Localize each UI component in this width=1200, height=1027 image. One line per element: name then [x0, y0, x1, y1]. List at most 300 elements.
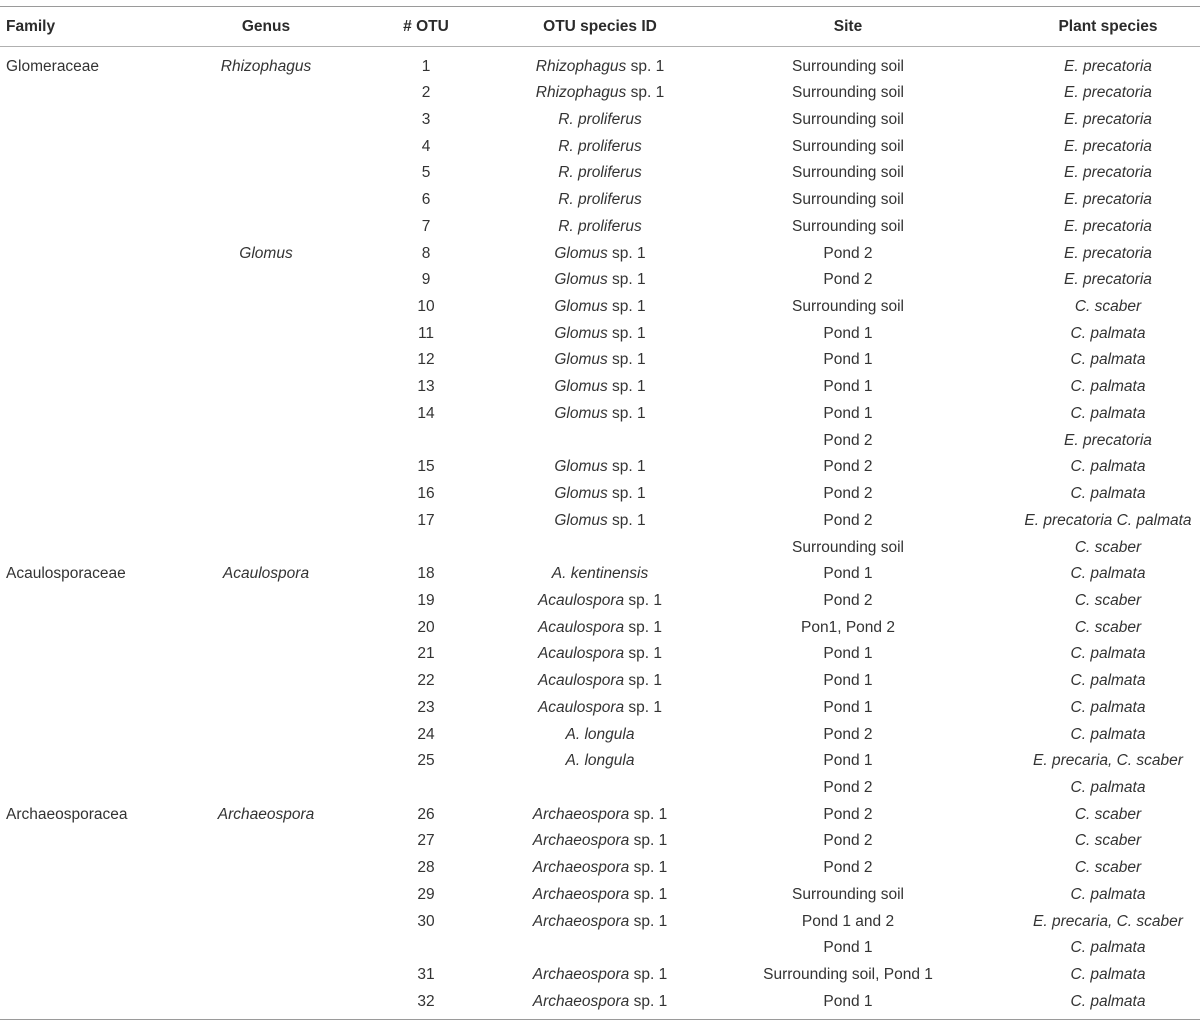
cell-genus — [188, 428, 344, 454]
species-qualifier: sp. 1 — [607, 324, 646, 342]
species-name-italic: R. proliferus — [558, 217, 642, 235]
cell-genus — [188, 107, 344, 133]
cell-otu-species-id — [500, 80, 700, 106]
table-header-row — [0, 7, 1200, 46]
header-genus: Genus — [241, 17, 291, 35]
cell-plant-species — [1006, 428, 1200, 454]
cell-plant-species-text: C. palmata — [1070, 351, 1146, 369]
cell-family: Archaeosporacea — [6, 805, 128, 823]
cell-family — [6, 267, 206, 293]
cell-plant-species — [1006, 722, 1200, 748]
cell-site: Pond 2 — [823, 485, 873, 502]
cell-otu-species-id — [500, 401, 700, 427]
table-header-rule — [0, 46, 1200, 47]
species-qualifier: sp. 1 — [629, 992, 668, 1010]
cell-plant-species-text: C. palmata — [1070, 725, 1146, 743]
species-name-italic: Archaeospora — [532, 992, 630, 1010]
table-row — [0, 775, 1200, 801]
species-qualifier: sp. 1 — [624, 672, 663, 690]
cell-otu-species-id — [500, 294, 700, 320]
species-name-italic: Archaeospora — [532, 966, 630, 983]
species-name-italic: Acaulospora — [537, 645, 625, 663]
cell-genus — [188, 882, 344, 908]
species-name-italic: Glomus — [554, 485, 608, 502]
species-name-italic: Acaulospora — [537, 698, 625, 716]
species-name-italic: Archaeospora — [532, 832, 630, 850]
cell-site: Pond 1 — [823, 351, 873, 369]
cell-genus — [188, 241, 344, 267]
table-row — [0, 481, 1200, 507]
cell-genus — [188, 535, 344, 561]
table-row — [0, 615, 1200, 641]
cell-plant-species — [1006, 214, 1200, 240]
table-row — [0, 214, 1200, 240]
cell-plant-species-text: C. scaber — [1074, 618, 1142, 636]
cell-otu-species-id — [500, 134, 700, 160]
cell-plant-species-text: C. scaber — [1074, 538, 1142, 556]
cell-family — [6, 909, 206, 935]
cell-site: Surrounding soil — [791, 298, 904, 315]
header-otu: # OTU — [403, 17, 449, 35]
species-name-italic: R. proliferus — [558, 191, 642, 209]
cell-genus — [188, 454, 344, 480]
cell-otu-number: 15 — [417, 458, 435, 476]
species-name-italic: R. proliferus — [558, 110, 642, 128]
cell-site: Pond 2 — [823, 805, 873, 823]
cell-family — [6, 347, 206, 373]
table-row — [0, 722, 1200, 748]
species-name-italic: Archaeospora — [532, 805, 630, 823]
cell-otu-species-id — [500, 828, 700, 854]
cell-otu-number: 32 — [417, 992, 435, 1010]
cell-genus — [188, 321, 344, 347]
species-name-italic: Glomus — [554, 378, 608, 396]
cell-site: Pond 2 — [823, 859, 873, 877]
cell-plant-species — [1006, 508, 1200, 534]
cell-otu-species-id — [500, 695, 700, 721]
cell-plant-species — [1006, 588, 1200, 614]
cell-genus — [188, 828, 344, 854]
cell-plant-species-text: E. precatoria — [1064, 110, 1152, 128]
cell-otu-species-id — [500, 722, 700, 748]
cell-family — [6, 828, 206, 854]
cell-plant-species-text: E. precatoria — [1064, 271, 1152, 289]
cell-family — [6, 428, 206, 454]
cell-family — [6, 321, 206, 347]
cell-family — [6, 107, 206, 133]
cell-site: Pond 1 — [823, 672, 873, 690]
cell-site: Pond 2 — [823, 244, 873, 262]
species-qualifier: sp. 1 — [607, 511, 646, 529]
cell-site: Pond 1 — [823, 324, 873, 342]
cell-otu-species-id — [500, 882, 700, 908]
cell-plant-species — [1006, 481, 1200, 507]
cell-otu-species-id — [500, 775, 700, 801]
cell-genus — [188, 267, 344, 293]
cell-genus-text: Archaeospora — [217, 805, 315, 823]
table-row — [0, 267, 1200, 293]
cell-site: Pon1, Pond 2 — [801, 618, 895, 636]
cell-genus — [188, 80, 344, 106]
cell-otu-number: 28 — [417, 859, 435, 877]
cell-otu-species-id — [500, 241, 700, 267]
species-name-italic: Glomus — [554, 324, 608, 342]
cell-family — [6, 935, 206, 961]
table-row — [0, 187, 1200, 213]
species-qualifier: sp. 1 — [624, 698, 663, 716]
cell-otu-species-id — [500, 535, 700, 561]
cell-plant-species — [1006, 347, 1200, 373]
cell-otu-species-id — [500, 214, 700, 240]
table-row — [0, 989, 1200, 1015]
cell-genus — [188, 214, 344, 240]
cell-plant-species — [1006, 615, 1200, 641]
cell-otu-species-id — [500, 641, 700, 667]
cell-genus — [188, 588, 344, 614]
cell-otu-species-id — [500, 347, 700, 373]
cell-plant-species — [1006, 374, 1200, 400]
species-qualifier: sp. 1 — [626, 84, 665, 102]
species-name-italic: Acaulospora — [537, 591, 625, 609]
cell-plant-species — [1006, 935, 1200, 961]
table-row — [0, 535, 1200, 561]
cell-family — [6, 508, 206, 534]
species-qualifier: sp. 1 — [607, 298, 646, 315]
species-name-italic: R. proliferus — [558, 137, 642, 155]
cell-otu-species-id — [500, 668, 700, 694]
cell-otu-number: 19 — [417, 591, 435, 609]
table-row — [0, 695, 1200, 721]
species-qualifier: sp. 1 — [629, 805, 668, 823]
cell-otu-number: 9 — [421, 271, 431, 289]
table-row — [0, 54, 1200, 80]
cell-family — [6, 668, 206, 694]
cell-otu-species-id — [500, 989, 700, 1015]
cell-otu-species-id — [500, 321, 700, 347]
species-name-italic: Archaeospora — [532, 885, 630, 903]
cell-family — [6, 588, 206, 614]
cell-plant-species — [1006, 54, 1200, 80]
cell-genus — [188, 909, 344, 935]
cell-genus — [188, 935, 344, 961]
cell-plant-species — [1006, 134, 1200, 160]
table-row — [0, 935, 1200, 961]
cell-plant-species-text: C. palmata — [1070, 378, 1146, 396]
table-row — [0, 80, 1200, 106]
table-row — [0, 428, 1200, 454]
cell-otu-number: 25 — [417, 752, 435, 770]
cell-genus — [188, 748, 344, 774]
cell-site: Pond 2 — [823, 725, 873, 743]
table-row — [0, 855, 1200, 881]
table-row — [0, 347, 1200, 373]
species-name-italic: Glomus — [554, 404, 608, 422]
species-name-italic: Glomus — [554, 244, 608, 262]
cell-site: Pond 2 — [823, 271, 873, 289]
cell-genus — [188, 962, 344, 988]
cell-family: Acaulosporaceae — [6, 565, 126, 583]
cell-otu-species-id — [500, 909, 700, 935]
cell-genus — [188, 641, 344, 667]
cell-genus — [188, 374, 344, 400]
cell-plant-species — [1006, 80, 1200, 106]
cell-otu-number: 17 — [417, 511, 435, 529]
species-name-italic: Rhizophagus — [535, 84, 627, 102]
cell-genus-text: Rhizophagus — [220, 57, 312, 75]
cell-plant-species-text: C. palmata — [1070, 672, 1146, 690]
cell-site: Surrounding soil — [791, 885, 904, 903]
cell-site: Surrounding soil — [791, 191, 904, 209]
cell-genus — [188, 722, 344, 748]
cell-plant-species-text: C. palmata — [1070, 992, 1146, 1010]
cell-genus-text: Acaulospora — [222, 565, 310, 583]
table-row — [0, 828, 1200, 854]
cell-otu-species-id — [500, 508, 700, 534]
cell-otu-number: 21 — [417, 645, 435, 663]
table-row — [0, 454, 1200, 480]
cell-plant-species-text: C. scaber — [1074, 832, 1142, 850]
cell-family — [6, 214, 206, 240]
cell-site: Pond 1 — [823, 752, 873, 770]
species-name-italic: Glomus — [554, 298, 608, 315]
cell-otu-number: 29 — [417, 885, 435, 903]
cell-plant-species-text: C. palmata — [1070, 698, 1146, 716]
species-qualifier: sp. 1 — [629, 966, 668, 983]
species-qualifier: sp. 1 — [607, 404, 646, 422]
species-name-italic: Glomus — [554, 511, 608, 529]
cell-otu-number: 11 — [417, 324, 435, 342]
cell-family — [6, 722, 206, 748]
cell-otu-species-id — [500, 855, 700, 881]
cell-site: Surrounding soil — [791, 217, 904, 235]
species-name-italic: Glomus — [554, 271, 608, 289]
cell-site: Pond 1 — [823, 378, 873, 396]
cell-family — [6, 80, 206, 106]
cell-site: Pond 2 — [823, 431, 873, 449]
cell-family — [6, 374, 206, 400]
cell-plant-species — [1006, 909, 1200, 935]
cell-plant-species-text: C. palmata — [1070, 645, 1146, 663]
cell-plant-species — [1006, 401, 1200, 427]
cell-otu-number: 8 — [421, 244, 431, 262]
cell-plant-species-text: C. palmata — [1070, 565, 1146, 583]
cell-plant-species — [1006, 855, 1200, 881]
cell-plant-species-text: E. precatoria — [1064, 191, 1152, 209]
cell-otu-species-id — [500, 160, 700, 186]
cell-plant-species — [1006, 989, 1200, 1015]
cell-otu-species-id — [500, 615, 700, 641]
cell-otu-species-id — [500, 588, 700, 614]
cell-plant-species-text: E. precatoria — [1064, 217, 1152, 235]
cell-otu-species-id — [500, 962, 700, 988]
species-qualifier: sp. 1 — [607, 271, 646, 289]
cell-site: Surrounding soil — [791, 137, 904, 155]
cell-plant-species-text: E. precatoria — [1064, 137, 1152, 155]
cell-family — [6, 401, 206, 427]
cell-otu-species-id — [500, 802, 700, 828]
cell-otu-number: 30 — [417, 912, 435, 930]
cell-family — [6, 454, 206, 480]
species-name-italic: Acaulospora — [537, 618, 625, 636]
cell-family — [6, 641, 206, 667]
species-name-italic: A. longula — [565, 752, 635, 770]
cell-plant-species-text: C. palmata — [1070, 485, 1146, 502]
cell-family — [6, 855, 206, 881]
cell-otu-number: 1 — [421, 57, 431, 75]
cell-plant-species — [1006, 107, 1200, 133]
species-name-italic: Glomus — [554, 351, 608, 369]
table-row — [0, 909, 1200, 935]
cell-genus — [188, 347, 344, 373]
cell-plant-species-text: C. scaber — [1074, 805, 1142, 823]
cell-plant-species-text: C. palmata — [1070, 966, 1146, 983]
cell-otu-number: 13 — [417, 378, 435, 396]
cell-otu-number: 14 — [417, 404, 435, 422]
cell-plant-species-text: E. precatoria — [1064, 57, 1152, 75]
cell-plant-species — [1006, 454, 1200, 480]
cell-plant-species-text: C. palmata — [1070, 458, 1146, 476]
cell-otu-species-id — [500, 748, 700, 774]
species-qualifier: sp. 1 — [629, 859, 668, 877]
cell-genus — [188, 401, 344, 427]
cell-family — [6, 294, 206, 320]
cell-plant-species-text: E. precatoria — [1064, 244, 1152, 262]
cell-genus — [188, 134, 344, 160]
table-row — [0, 962, 1200, 988]
cell-otu-number: 6 — [421, 191, 431, 209]
cell-site: Pond 2 — [823, 591, 873, 609]
cell-site: Surrounding soil, Pond 1 — [763, 966, 933, 983]
cell-otu-species-id — [500, 54, 700, 80]
cell-plant-species — [1006, 882, 1200, 908]
species-qualifier: sp. 1 — [624, 591, 663, 609]
table-row — [0, 134, 1200, 160]
cell-otu-species-id — [500, 374, 700, 400]
cell-plant-species-text: C. palmata — [1070, 324, 1146, 342]
cell-plant-species — [1006, 695, 1200, 721]
cell-site: Pond 2 — [823, 832, 873, 850]
cell-site: Pond 1 — [823, 404, 873, 422]
species-name-italic: Glomus — [554, 458, 608, 476]
cell-plant-species — [1006, 160, 1200, 186]
cell-site: Pond 1 — [823, 992, 873, 1010]
cell-plant-species — [1006, 561, 1200, 587]
table-row — [0, 561, 1200, 587]
species-name-italic: Acaulospora — [537, 672, 625, 690]
cell-family — [6, 134, 206, 160]
cell-otu-species-id — [500, 935, 700, 961]
cell-site: Surrounding soil — [791, 110, 904, 128]
cell-plant-species-text: E. precatoria C. palmata — [1024, 511, 1192, 529]
cell-plant-species-text: C. palmata — [1070, 885, 1146, 903]
cell-otu-number: 4 — [421, 137, 431, 155]
species-name-italic: Rhizophagus — [535, 57, 627, 75]
cell-otu-number: 7 — [421, 217, 431, 235]
cell-genus — [188, 668, 344, 694]
cell-otu-number: 16 — [417, 485, 435, 502]
species-qualifier: sp. 1 — [607, 244, 646, 262]
cell-otu-number — [386, 935, 466, 961]
cell-plant-species — [1006, 748, 1200, 774]
cell-site: Pond 2 — [823, 458, 873, 476]
cell-otu-number: 12 — [417, 351, 435, 369]
cell-family — [6, 695, 206, 721]
species-name-italic: R. proliferus — [558, 164, 642, 182]
cell-otu-number: 3 — [421, 110, 431, 128]
table-row — [0, 641, 1200, 667]
table-row — [0, 107, 1200, 133]
cell-site: Surrounding soil — [791, 57, 904, 75]
cell-genus — [188, 775, 344, 801]
cell-plant-species — [1006, 535, 1200, 561]
table-row — [0, 294, 1200, 320]
cell-plant-species-text: C. palmata — [1070, 404, 1146, 422]
table-row — [0, 508, 1200, 534]
species-name-italic: Archaeospora — [532, 859, 630, 877]
cell-plant-species — [1006, 962, 1200, 988]
cell-plant-species — [1006, 802, 1200, 828]
cell-otu-species-id — [500, 267, 700, 293]
table-row — [0, 588, 1200, 614]
cell-genus — [188, 695, 344, 721]
species-qualifier: sp. 1 — [607, 458, 646, 476]
cell-otu-species-id — [500, 481, 700, 507]
cell-family — [6, 241, 206, 267]
cell-plant-species-text: E. precaria, C. scaber — [1033, 912, 1183, 930]
header-site: Site — [833, 17, 863, 35]
species-qualifier: sp. 1 — [607, 351, 646, 369]
cell-otu-number: 18 — [417, 565, 435, 583]
cell-otu-number: 22 — [417, 672, 435, 690]
cell-site: Surrounding soil — [791, 164, 904, 182]
cell-site: Pond 2 — [823, 778, 873, 796]
cell-site: Pond 1 — [823, 698, 873, 716]
header-species-id: OTU species ID — [543, 17, 657, 35]
cell-family — [6, 481, 206, 507]
cell-otu-species-id — [500, 561, 700, 587]
cell-genus — [188, 294, 344, 320]
table-row — [0, 748, 1200, 774]
cell-otu-number: 2 — [421, 84, 431, 102]
cell-family — [6, 989, 206, 1015]
table-row — [0, 160, 1200, 186]
species-name-italic: Archaeospora — [532, 912, 630, 930]
table-row — [0, 321, 1200, 347]
cell-genus-text: Glomus — [239, 244, 293, 262]
cell-site: Pond 1 — [823, 939, 873, 957]
cell-plant-species-text: E. precatoria — [1064, 164, 1152, 182]
cell-site: Pond 2 — [823, 511, 873, 529]
cell-otu-number: 26 — [417, 805, 435, 823]
cell-otu-number — [386, 535, 466, 561]
cell-family — [6, 160, 206, 186]
cell-genus — [188, 615, 344, 641]
cell-genus — [188, 160, 344, 186]
cell-otu-number — [386, 428, 466, 454]
cell-plant-species — [1006, 294, 1200, 320]
cell-plant-species — [1006, 241, 1200, 267]
cell-plant-species-text: C. scaber — [1074, 859, 1142, 877]
species-qualifier: sp. 1 — [607, 485, 646, 502]
cell-plant-species — [1006, 267, 1200, 293]
cell-otu-number: 27 — [417, 832, 435, 850]
cell-plant-species-text: E. precaria, C. scaber — [1033, 752, 1183, 770]
cell-otu-species-id — [500, 107, 700, 133]
cell-genus — [188, 508, 344, 534]
cell-family — [6, 615, 206, 641]
cell-otu-number: 31 — [417, 966, 435, 983]
header-plant-species: Plant species — [1058, 17, 1158, 35]
